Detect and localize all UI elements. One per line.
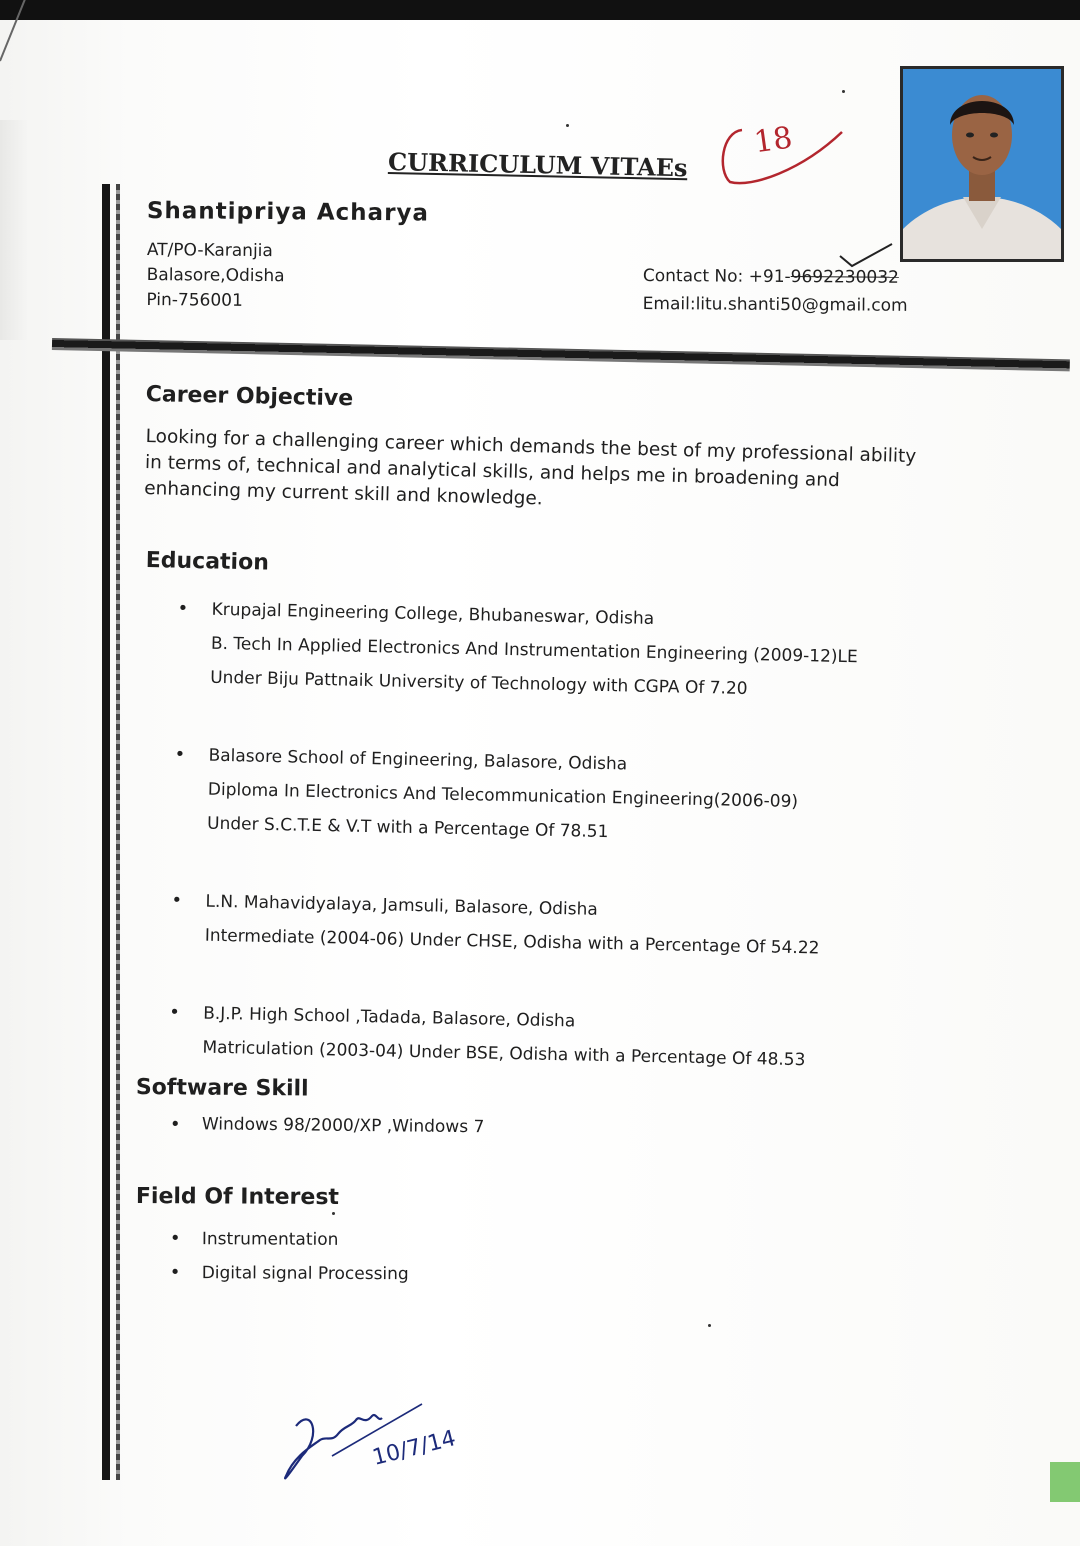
list-item [170, 1256, 409, 1291]
interest-item: Digital signal Processing [201, 1263, 409, 1285]
software-skill-heading: Software Skill [135, 1075, 309, 1102]
address-block [146, 238, 285, 314]
mark-18-text: 18 [751, 120, 795, 161]
paper-speck [566, 124, 569, 127]
field-of-interest-heading: Field Of Interest [135, 1184, 340, 1211]
handwritten-signature [272, 1396, 462, 1496]
interest-item: Instrumentation [201, 1229, 339, 1250]
contact-block [643, 262, 908, 320]
bullet-icon: • [168, 1001, 181, 1024]
signature-date: 10/7/14 [369, 1426, 459, 1471]
education-heading: Education [145, 548, 270, 576]
bullet-icon: • [174, 743, 186, 766]
paper-speck [708, 1324, 711, 1327]
address-line: Balasore,Odisha [146, 264, 285, 287]
paper-speck [332, 1212, 335, 1215]
list-item [170, 1114, 485, 1137]
education-line: Under Biju Pattnaik University of Technology with CGPA Of 7.20 [210, 667, 748, 699]
field-of-interest-list [170, 1222, 409, 1291]
paper-shadow [0, 120, 28, 340]
education-line: Krupajal Engineering College, Bhubaneswar, Odisha [211, 599, 655, 629]
software-skill-item: Windows 98/2000/XP ,Windows 7 [201, 1114, 485, 1138]
candidate-name: Shantipriya Acharya [146, 198, 430, 227]
software-skill-list [170, 1114, 485, 1137]
education-item [170, 884, 871, 967]
bullet-icon: • [171, 889, 183, 912]
address-line: AT/PO-Karanjia [146, 239, 273, 262]
profile-photo [900, 66, 1064, 262]
education-line: L.N. Mahavidyalaya, Jamsuli, Balasore, Odisha [205, 891, 598, 920]
contact-number: 9692230032 [790, 267, 899, 288]
education-item [173, 738, 875, 855]
document-title: CURRICULUM VITAEs [387, 146, 688, 183]
handwritten-18-mark [712, 110, 852, 190]
education-item [176, 592, 878, 709]
contact-label: Contact No: +91- [642, 265, 791, 288]
education-line: B.J.P. High School ,Tadada, Balasore, Odisha [202, 1003, 576, 1032]
bullet-icon: • [169, 1114, 181, 1136]
background-corner [1050, 1462, 1080, 1502]
address-line: Pin-756001 [146, 289, 243, 311]
bullet-icon: • [177, 597, 189, 620]
education-line: Balasore School of Engineering, Balasore, Odisha [208, 745, 628, 775]
email-line: Email:litu.shanti50@gmail.com [642, 293, 908, 316]
career-objective-heading: Career Objective [145, 382, 354, 412]
left-margin-bar [102, 184, 128, 1480]
checkmark-icon [836, 240, 896, 270]
top-border [0, 0, 1080, 20]
bullet-icon: • [169, 1227, 181, 1250]
education-line: Diploma In Electronics And Telecommunication Engineering(2006-09) [207, 779, 799, 813]
education-list [167, 592, 878, 1123]
career-objective-text: Looking for a challenging career which demands the best of my professional ability in terms of, technical and analytical skills, and helps me in broadening and enhancing my current skill and knowledge. [144, 425, 917, 510]
education-line: Under S.C.T.E & V.T with a Percentage Of 78.51 [206, 813, 609, 843]
list-item [170, 1222, 409, 1257]
education-line: Matriculation (2003-04) Under BSE, Odisha with a Percentage Of 48.53 [202, 1037, 806, 1071]
education-item [168, 996, 869, 1079]
bullet-icon: • [169, 1261, 181, 1284]
education-line: B. Tech In Applied Electronics And Instrumentation Engineering (2009-12)LE [210, 633, 858, 668]
paper-speck [842, 90, 845, 93]
education-line: Intermediate (2004-06) Under CHSE, Odisha with a Percentage Of 54.22 [204, 925, 820, 959]
